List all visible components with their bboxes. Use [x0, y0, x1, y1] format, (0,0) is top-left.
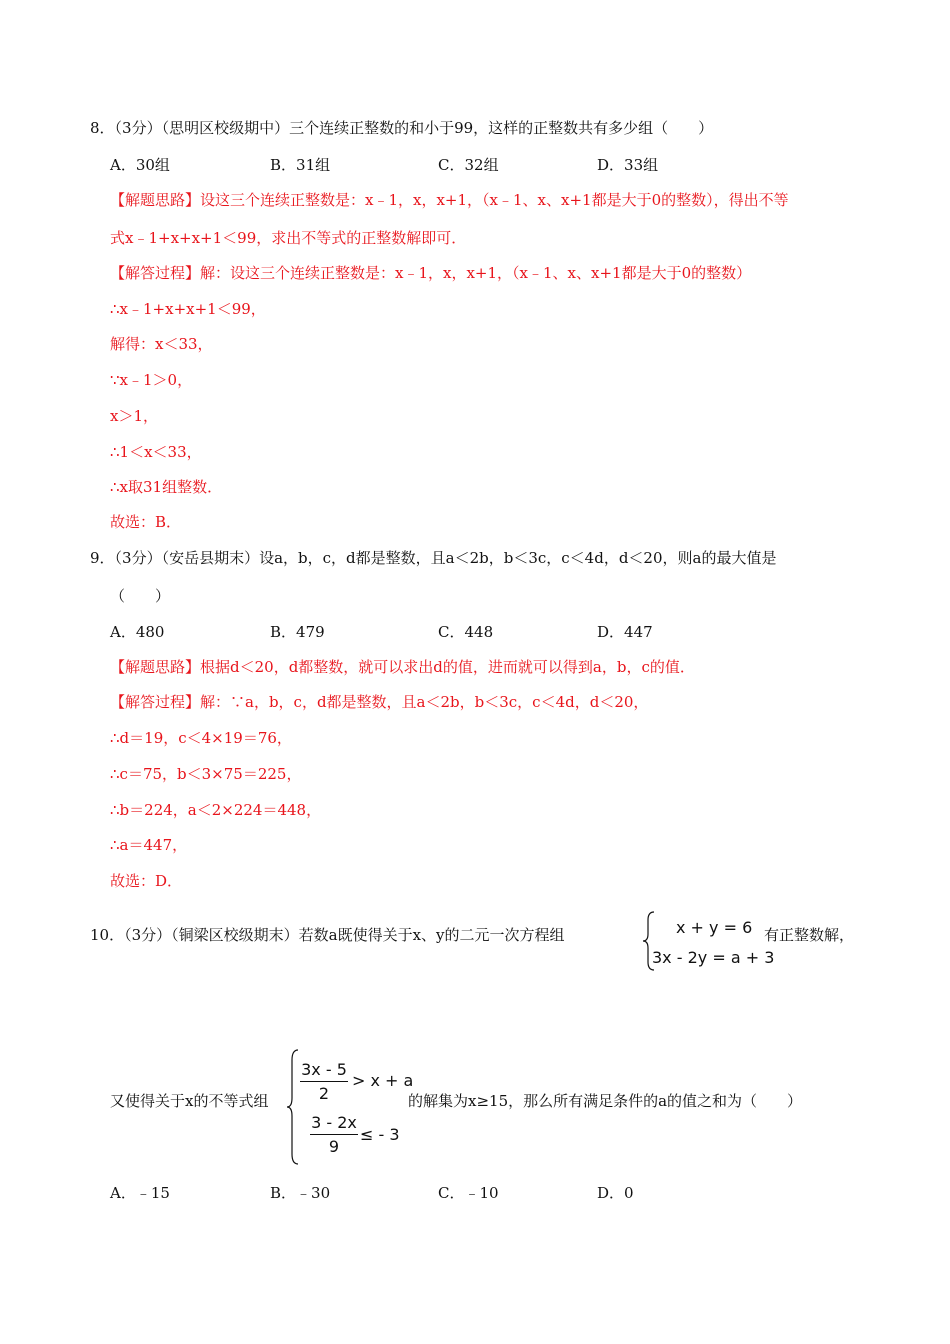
q8-step-2: 解得：x＜33，	[110, 335, 213, 353]
q8-option-b: B．31组	[270, 156, 331, 174]
q10-ineq1-rhs: > x + a	[352, 1071, 414, 1090]
q10-option-b: B．﹣30	[270, 1184, 331, 1202]
q9-step-1: ∴d＝19，c＜4×19＝76，	[110, 729, 292, 747]
q10-ineq2-numerator: 3 - 2x	[311, 1113, 357, 1132]
q9-option-b: B．479	[270, 623, 325, 641]
q10-stem-prefix: 10．（3分）（铜梁区校级期末）若数a既使得关于x、y的二元一次方程组	[90, 926, 565, 944]
q8-step-4: x＞1，	[110, 407, 159, 425]
q8-process: 【解答过程】解：设这三个连续正整数是：x﹣1，x，x+1，（x﹣1、x、x+1都是大于0的整数）	[110, 264, 752, 282]
q9-stem-line1: 9．（3分）（安岳县期末）设a，b，c，d都是整数，且a＜2b，b＜3c，c＜4d，d＜20，则a的最大值是	[90, 549, 777, 567]
q10-ineq1-numerator: 3x - 5	[301, 1060, 347, 1079]
fraction-bar	[300, 1081, 348, 1082]
q10-line2-suffix: 的解集为x≥15，那么所有满足条件的a的值之和为（ ）	[408, 1092, 803, 1110]
q10-option-d: D．0	[597, 1184, 634, 1202]
q8-answer: 故选：B．	[110, 513, 182, 531]
q10-line2-prefix: 又使得关于x的不等式组	[110, 1092, 269, 1110]
q8-step-3: ∵x﹣1＞0，	[110, 371, 193, 389]
q10-option-c: C．﹣10	[438, 1184, 499, 1202]
q9-step-3: ∴b＝224，a＜2×224＝448，	[110, 801, 322, 819]
q8-stem: 8．（3分）（思明区校级期中）三个连续正整数的和小于99，这样的正整数共有多少组（ ）	[90, 119, 714, 137]
q10-ineq1-fraction	[300, 1060, 348, 1103]
q9-stem-line2: （ ）	[110, 587, 171, 605]
q10-inequality-brace	[286, 1048, 300, 1166]
q9-option-a: A．480	[110, 623, 165, 641]
q9-answer: 故选：D．	[110, 872, 183, 890]
q10-option-a: A．﹣15	[110, 1184, 170, 1202]
q8-option-d: D．33组	[597, 156, 659, 174]
q9-process: 【解答过程】解：∵a，b，c，d都是整数，且a＜2b，b＜3c，c＜4d，d＜20，	[110, 693, 649, 711]
q9-thought: 【解题思路】根据d＜20，d都整数，就可以求出d的值，进而就可以得到a，b，c的值．	[110, 658, 695, 676]
q8-thought-line2: 式x﹣1+x+x+1＜99，求出不等式的正整数解即可．	[110, 229, 467, 247]
q10-stem-suffix: 有正整数解，	[764, 926, 855, 944]
q10-ineq2-rhs: ≤ - 3	[360, 1125, 400, 1144]
q10-ineq2-denominator: 9	[328, 1137, 340, 1156]
q9-step-4: ∴a＝447，	[110, 836, 188, 854]
q10-ineq1-denominator: 2	[318, 1084, 330, 1103]
fraction-bar	[310, 1134, 358, 1135]
q8-step-5: ∴1＜x＜33，	[110, 443, 202, 461]
q8-step-1: ∴x﹣1+x+x+1＜99，	[110, 300, 266, 318]
q9-step-2: ∴c＝75，b＜3×75＝225，	[110, 765, 302, 783]
q8-thought-line1: 【解题思路】设这三个连续正整数是：x﹣1，x，x+1，（x﹣1、x、x+1都是大于0的整数），得出不等	[110, 191, 789, 209]
q10-ineq2-fraction	[310, 1113, 358, 1156]
q9-option-d: D．447	[597, 623, 653, 641]
q10-system-eq2: 3x - 2y = a + 3	[652, 948, 775, 967]
q9-option-c: C．448	[438, 623, 494, 641]
q8-option-c: C．32组	[438, 156, 499, 174]
q8-option-a: A．30组	[110, 156, 170, 174]
q8-step-6: ∴x取31组整数．	[110, 478, 223, 496]
q10-system-eq1: x + y = 6	[676, 918, 753, 937]
